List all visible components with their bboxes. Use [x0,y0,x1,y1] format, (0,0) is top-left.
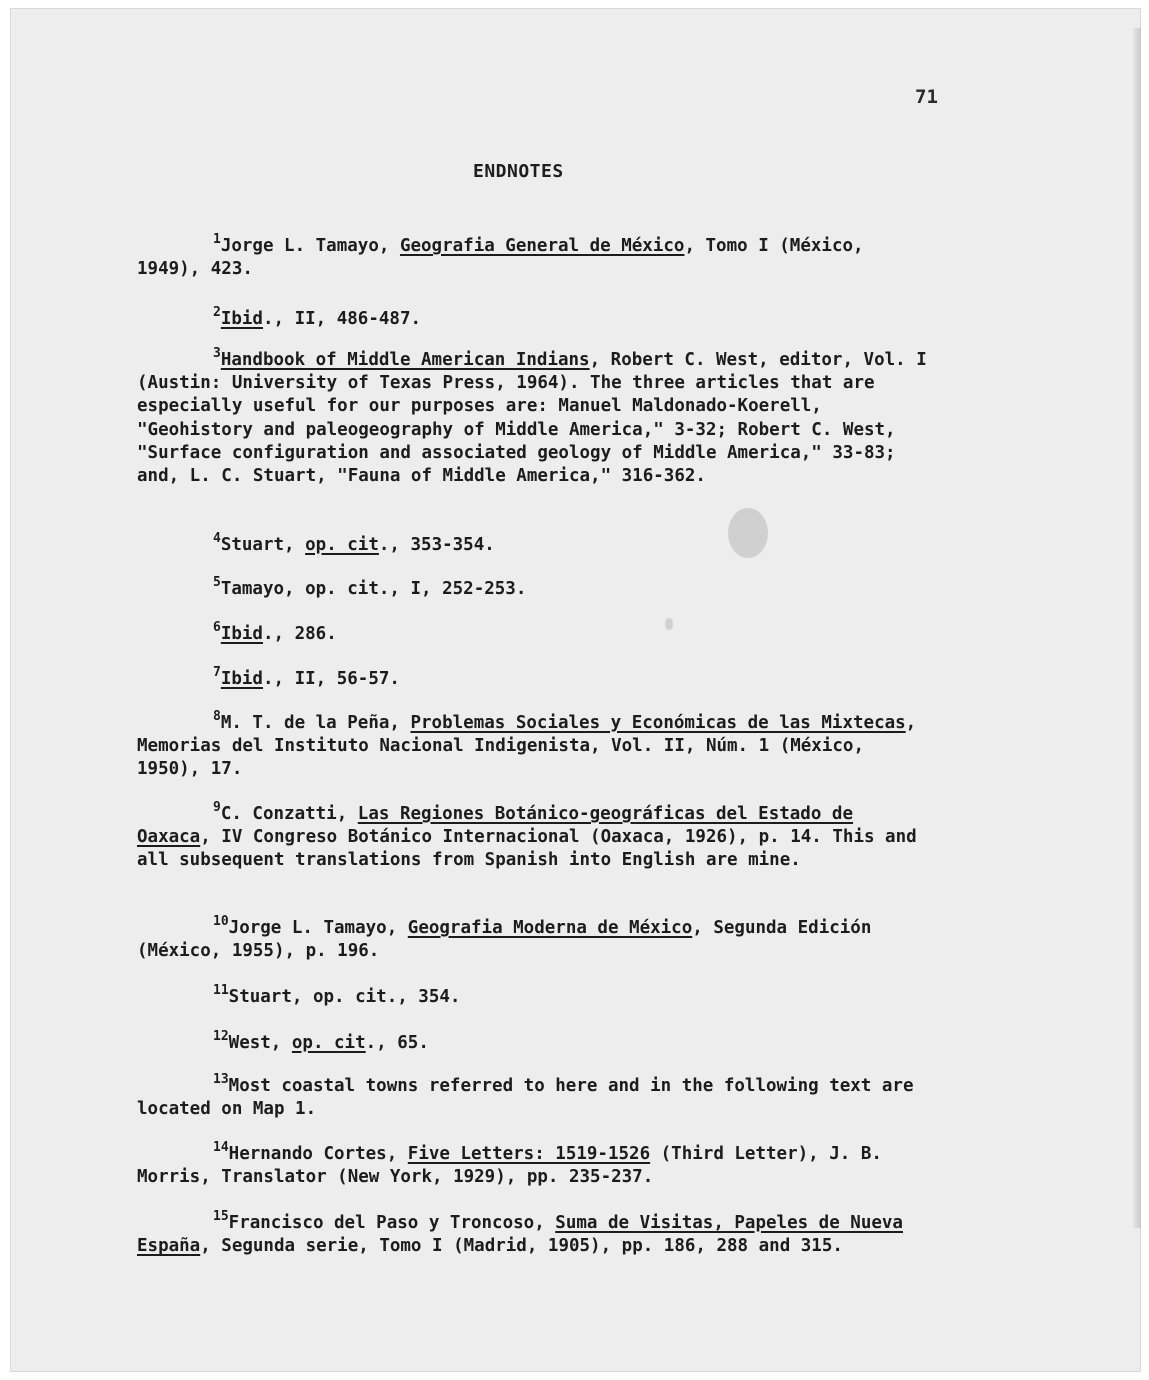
endnote-underlined-title: Geografia Moderna de México [407,918,693,938]
endnote-text: ., 65. [365,1033,429,1053]
endnote-text: ., 286. [262,624,337,644]
endnote-text: Jorge L. Tamayo, [228,918,408,938]
endnotes-heading: ENDNOTES [473,161,564,182]
endnote-text: , Segunda serie, Tomo I (Madrid, 1905), pp. 186, 288 and 315. [200,1236,843,1257]
endnote-underlined-title: Five Letters: 1519-1526 [407,1144,651,1164]
endnote-text: M. T. de la Peña, [220,713,411,733]
endnote-number: 13 [213,1072,229,1087]
document-page [10,8,1141,1372]
endnote-text: (Third Letter), J. B. Morris, Translator (New York, 1929), pp. 235-237. [137,1144,882,1188]
endnote-6 [137,620,927,646]
page-number: 71 [915,86,938,108]
endnote-text: , Tomo I (México, 1949), 423. [137,236,864,280]
scan-smudge [665,618,673,630]
endnote-8 [137,709,927,782]
endnote-number: 1 [213,232,221,247]
endnote-13 [137,1072,927,1121]
endnote-text: C. Conzatti, [220,804,358,824]
endnote-number: 14 [213,1140,229,1155]
endnote-1 [137,232,927,281]
endnote-underlined-title: Geografia General de México [399,236,685,256]
endnote-text: Jorge L. Tamayo, [220,236,400,256]
page-edge-shadow [1133,28,1141,1228]
endnote-underlined-title: Suma de Visitas, Papeles de Nueva España [137,1213,903,1257]
endnote-number: 11 [213,983,229,998]
endnote-underlined-title: Ibid [220,624,263,644]
endnote-14 [137,1140,927,1189]
endnote-number: 6 [213,620,221,635]
scan-smudge [728,508,768,558]
endnote-text: ., 353-354. [378,535,495,555]
endnote-text: ., II, 486-487. [262,309,422,329]
endnote-underlined-title: op. cit [291,1033,366,1053]
endnote-15 [137,1209,927,1258]
endnote-text: ., II, 56-57. [262,669,400,689]
endnote-number: 8 [213,709,221,724]
endnote-number: 4 [213,531,221,546]
endnote-underlined-title: Handbook of Middle American Indians [220,350,590,370]
endnote-number: 2 [213,305,221,320]
endnote-text: West, [228,1033,292,1053]
endnote-text: , Segunda Edición (México, 1955), p. 196. [137,918,872,962]
endnote-underlined-title: Ibid [220,669,263,689]
endnote-12 [137,1029,927,1055]
endnote-text: Francisco del Paso y Troncoso, [228,1213,556,1233]
endnote-number: 12 [213,1029,229,1044]
endnote-number: 15 [213,1209,229,1224]
endnote-4 [137,531,927,557]
endnote-text: Most coastal towns referred to here and in the following text are located on Map 1. [137,1076,914,1120]
endnote-number: 9 [213,800,221,815]
endnote-10 [137,914,927,963]
endnote-text: Stuart, op. cit., 354. [228,987,461,1007]
endnote-number: 10 [213,914,229,929]
endnote-underlined-title: Problemas Sociales y Económicas de las Mixtecas [410,713,906,733]
endnote-7 [137,665,927,691]
endnote-9 [137,800,927,873]
endnote-number: 3 [213,346,221,361]
endnote-text: , Memorias del Instituto Nacional Indigenista, Vol. II, Núm. 1 (México, 1950), 17. [137,713,917,780]
endnote-text: , Robert C. West, editor, Vol. I (Austin: University of Texas Press, 1964). The three articles that are especially useful for our purposes are: Manuel Maldonado-Koerell, "Geohistory and paleogeography of Middle America," 3-32; Robert C. West, "Surface configuration and associated geology of Middle America," 33-83; and, L. C. Stuart, "Fauna of Middle America," 316-362. [137,350,927,487]
endnote-3 [137,346,927,488]
endnote-text: Stuart, [220,535,306,555]
endnote-text: , IV Congreso Botánico Internacional (Oaxaca, 1926), p. 14. This and all subsequent translations from Spanish into English are mine. [137,827,917,871]
endnote-5 [137,575,927,601]
endnote-11 [137,983,927,1009]
endnote-number: 5 [213,575,221,590]
endnote-underlined-title: op. cit [305,535,379,555]
endnote-text: Hernando Cortes, [228,1144,408,1164]
endnote-underlined-title: Las Regiones Botánico-geográficas del Estado de Oaxaca [137,804,853,848]
endnote-text: Tamayo, op. cit., I, 252-253. [220,579,527,599]
endnote-2 [137,305,927,331]
endnote-underlined-title: Ibid [220,309,263,329]
endnote-number: 7 [213,665,221,680]
